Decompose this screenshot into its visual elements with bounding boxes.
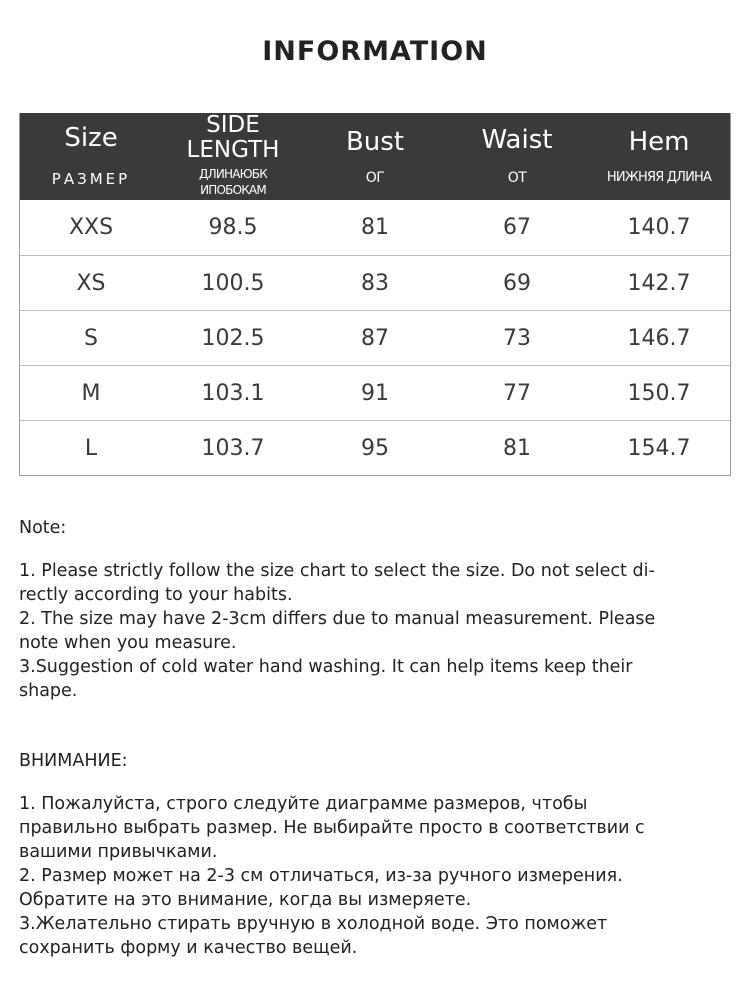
header-hem-sublabel: НИЖНЯЯ ДЛИНА <box>606 170 712 185</box>
header-bust-sublabel: ОГ <box>365 170 385 186</box>
header-side-length-label-line2: LENGTH <box>186 137 280 163</box>
cell-waist: 67 <box>503 215 531 240</box>
ru-notes-heading: ВНИМАНИЕ: <box>19 751 128 771</box>
table-row <box>20 200 730 255</box>
header-side-length-label <box>162 113 304 163</box>
cell-size: M <box>81 381 101 406</box>
cell-waist: 73 <box>503 326 531 351</box>
header-side-length-sublabel <box>162 166 304 198</box>
cell-waist: 81 <box>503 436 531 461</box>
ru-note-line: сохранить форму и качество вещей. <box>19 938 358 958</box>
ru-note-line: Обратите на это внимание, когда вы измеряете. <box>19 890 472 910</box>
table-body <box>20 200 730 475</box>
cell-size: L <box>84 436 98 461</box>
cell-hem: 154.7 <box>627 436 691 461</box>
cell-side-length: 103.7 <box>201 436 265 461</box>
cell-bust: 95 <box>361 436 389 461</box>
header-size-label: Size <box>64 123 118 153</box>
header-waist-label: Waist <box>481 125 553 155</box>
cell-bust: 91 <box>361 381 389 406</box>
cell-waist: 77 <box>503 381 531 406</box>
header-waist-sublabel: ОТ <box>507 170 527 186</box>
header-bust <box>304 113 446 200</box>
header-side-length-label-line1: SIDE <box>206 112 260 138</box>
cell-side-length: 103.1 <box>201 381 265 406</box>
cell-side-length: 102.5 <box>201 326 265 351</box>
cell-bust: 83 <box>361 271 389 296</box>
cell-hem: 150.7 <box>627 381 691 406</box>
ru-note-line: 3.Желательно стирать вручную в холодной воде. Это поможет <box>19 914 608 934</box>
notes-section <box>19 516 734 960</box>
header-bust-label: Bust <box>345 127 405 157</box>
notes-heading: Note: <box>19 518 67 538</box>
cell-side-length: 98.5 <box>208 215 258 240</box>
cell-hem: 140.7 <box>627 215 691 240</box>
table-row <box>20 255 730 310</box>
note-line: 2. The size may have 2-3cm differs due to manual measurement. Please <box>19 609 656 629</box>
header-size <box>20 113 162 200</box>
cell-size: XS <box>76 271 106 296</box>
table-header <box>20 113 730 200</box>
note-line: note when you measure. <box>19 633 237 653</box>
header-hem <box>588 113 730 200</box>
cell-waist: 69 <box>503 271 531 296</box>
cell-size: XXS <box>68 215 114 240</box>
cell-side-length: 100.5 <box>201 271 265 296</box>
cell-size: S <box>84 326 98 351</box>
header-side-length-sublabel-line1: ДЛИНАЮБК <box>199 167 267 181</box>
size-chart-table <box>19 113 731 476</box>
note-line: rectly according to your habits. <box>19 585 293 605</box>
ru-note-line: 1. Пожалуйста, строго следуйте диаграмме размеров, чтобы <box>19 794 588 814</box>
ru-note-line: вашими привычками. <box>19 842 218 862</box>
table-row <box>20 420 730 475</box>
ru-note-line: 2. Размер может на 2-3 см отличаться, из-за ручного измерения. <box>19 866 623 886</box>
cell-bust: 87 <box>361 326 389 351</box>
header-side-length-sublabel-line2: ИПОБОКАМ <box>200 183 266 197</box>
page-title: INFORMATION <box>262 36 488 67</box>
note-line: 1. Please strictly follow the size chart to select the size. Do not select di- <box>19 561 655 581</box>
note-line: shape. <box>19 681 78 701</box>
cell-hem: 142.7 <box>627 271 691 296</box>
cell-hem: 146.7 <box>627 326 691 351</box>
header-waist <box>446 113 588 200</box>
header-size-sublabel: РАЗМЕР <box>51 170 131 188</box>
ru-note-line: правильно выбрать размер. Не выбирайте просто в соответствии с <box>19 818 645 838</box>
cell-bust: 81 <box>361 215 389 240</box>
table-row <box>20 310 730 365</box>
table-row <box>20 365 730 420</box>
note-line: 3.Suggestion of cold water hand washing. It can help items keep their <box>19 657 633 677</box>
header-side-length <box>162 113 304 200</box>
header-hem-label: Hem <box>628 127 690 157</box>
